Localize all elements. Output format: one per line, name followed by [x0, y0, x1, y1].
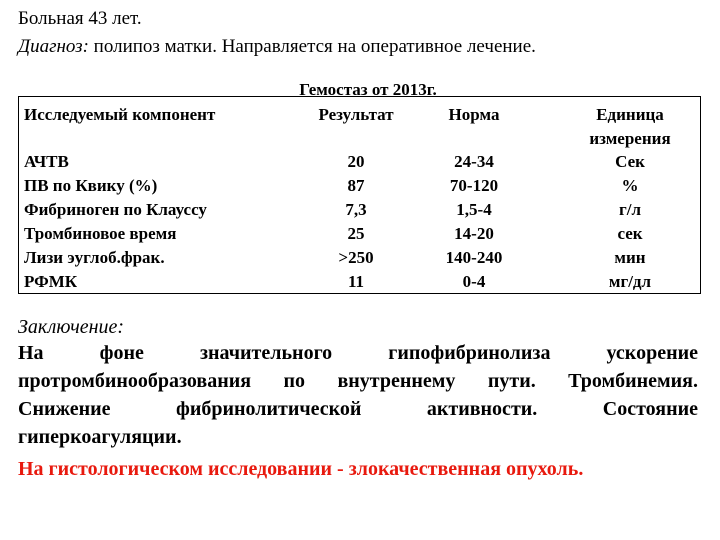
histology-result: На гистологическом исследовании - злокачественная опухоль. — [18, 458, 584, 480]
patient-line: Больная 43 лет. — [18, 8, 142, 29]
row-result: 20 — [347, 152, 365, 171]
header-unit-line2: измерения — [589, 129, 671, 148]
header-result: Результат — [318, 105, 394, 124]
row-norm: 14-20 — [454, 224, 494, 243]
row-norm: 1,5-4 — [456, 200, 492, 219]
row-unit: г/л — [619, 200, 641, 219]
row-unit: мин — [614, 248, 646, 267]
row-unit: Сек — [615, 152, 645, 171]
header-norm: Норма — [448, 105, 500, 124]
row-result: 25 — [347, 224, 365, 243]
header-unit-line1: Единица — [596, 105, 664, 124]
diagnosis-label: Диагноз: — [18, 36, 89, 57]
diagnosis-line — [18, 36, 536, 58]
conclusion-line: Снижение фибринолитической активности. Состояние — [18, 398, 698, 420]
conclusion-title: Заключение: — [18, 316, 125, 338]
row-result: >250 — [338, 248, 374, 267]
row-component: Тромбиновое время — [24, 224, 177, 243]
row-norm: 0-4 — [462, 272, 486, 291]
diagnosis-text: полипоз матки. Направляется на оперативное лечение. — [88, 36, 536, 57]
row-result: 11 — [347, 272, 365, 291]
conclusion-line: протромбинообразования по внутреннему пути. Тромбинемия. — [18, 370, 698, 392]
row-unit: % — [621, 176, 639, 195]
table-title: Гемостаз от 2013г. — [299, 80, 437, 99]
row-norm: 70-120 — [449, 176, 499, 195]
row-result: 87 — [347, 176, 365, 195]
header-component: Исследуемый компонент — [24, 105, 216, 124]
row-unit: мг/дл — [608, 272, 652, 291]
conclusion-line: гиперкоагуляции. — [18, 426, 182, 448]
row-result: 7,3 — [345, 200, 367, 219]
row-component: Фибриноген по Клауссу — [24, 200, 207, 219]
row-component: РФМК — [24, 272, 78, 291]
row-component: ПВ по Квику (%) — [24, 176, 158, 195]
row-component: Лизи эуглоб.фрак. — [24, 248, 165, 267]
conclusion-line: На фоне значительного гипофибринолиза ускорение — [18, 342, 698, 364]
row-norm: 140-240 — [445, 248, 503, 267]
row-norm: 24-34 — [454, 152, 494, 171]
row-component: АЧТВ — [24, 152, 69, 171]
row-unit: сек — [617, 224, 643, 243]
